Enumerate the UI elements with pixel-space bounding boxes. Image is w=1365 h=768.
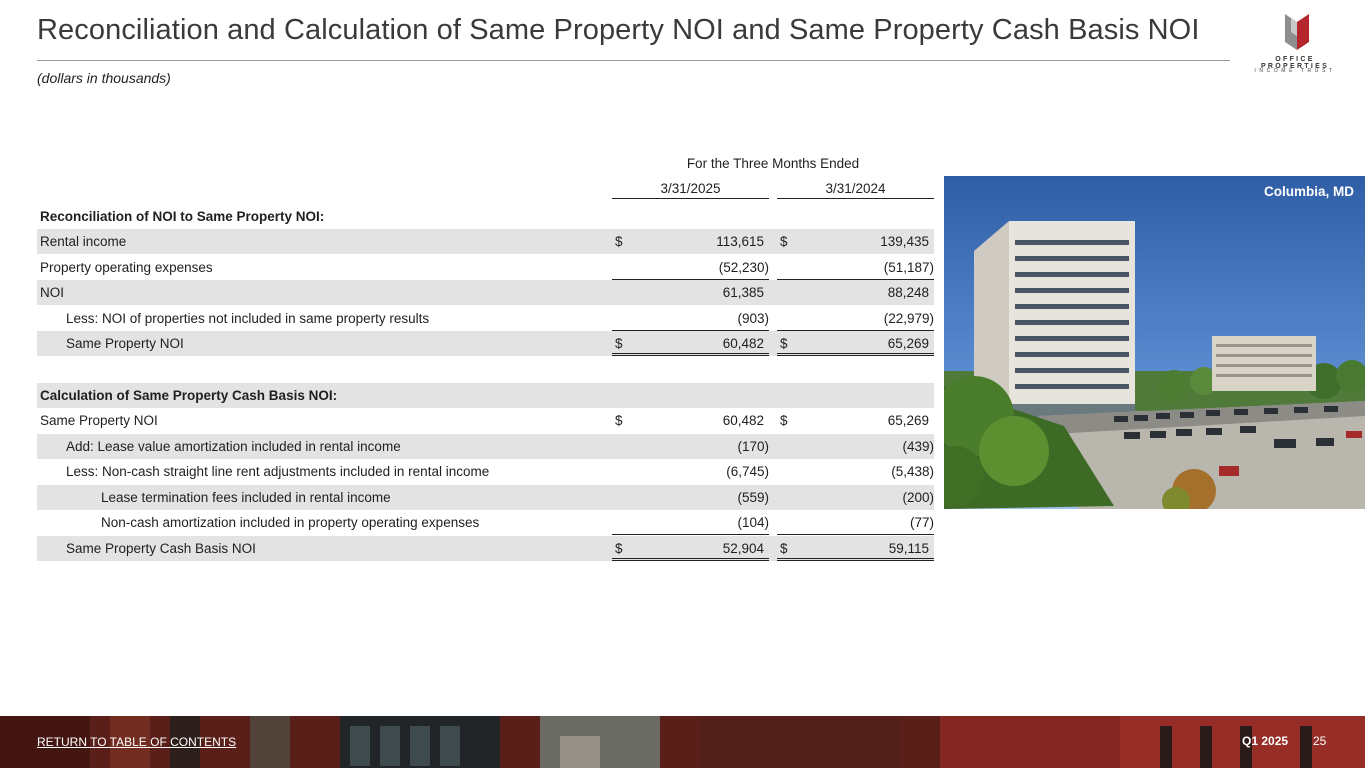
currency-sign: $ (780, 234, 788, 249)
currency-sign: $ (615, 336, 623, 351)
company-logo (1242, 14, 1352, 78)
row-label: Less: NOI of properties not included in same property results (66, 311, 430, 326)
property-photo (944, 176, 1365, 509)
table-row (37, 536, 934, 561)
column-header-2024: 3/31/2024 (777, 181, 934, 199)
table-row (37, 510, 934, 535)
page-title: Reconciliation and Calculation of Same Property NOI and Same Property Cash Basis NOI (37, 14, 1200, 46)
currency-sign: $ (615, 413, 623, 428)
value-2025: 60,482 (722, 413, 764, 428)
row-label: Reconciliation of NOI to Same Property NOI: (40, 209, 325, 224)
value-2024: (51,187) (883, 260, 934, 275)
value-2024: (22,979) (883, 311, 934, 326)
currency-sign: $ (615, 541, 623, 556)
currency-sign: $ (780, 541, 788, 556)
row-label: Calculation of Same Property Cash Basis NOI: (40, 388, 338, 403)
value-2024: (439) (902, 439, 934, 454)
table-row (37, 229, 934, 254)
value-2025: 113,615 (716, 234, 764, 249)
row-label: Same Property NOI (66, 336, 184, 351)
table-row (37, 434, 934, 459)
value-2025: (170) (737, 439, 769, 454)
value-2025: 61,385 (722, 285, 764, 300)
value-2024: (5,438) (891, 464, 934, 479)
value-2025: (6,745) (726, 464, 769, 479)
value-2025: (52,230) (718, 260, 769, 275)
row-label: Same Property Cash Basis NOI (66, 541, 256, 556)
logo-text-secondary: INCOME TRUST (1254, 68, 1336, 74)
value-2024: 65,269 (887, 336, 929, 351)
currency-sign: $ (780, 413, 788, 428)
logo-text-primary: OFFICE PROPERTIES (1260, 56, 1330, 70)
value-2024: 88,248 (887, 285, 929, 300)
table-row (37, 459, 934, 484)
table-row (37, 306, 934, 331)
section-header-row (37, 204, 934, 229)
table-row (37, 255, 934, 280)
photo-location-caption: Columbia, MD (1264, 184, 1354, 199)
value-2024: 59,115 (888, 541, 929, 556)
page-subtitle: (dollars in thousands) (37, 70, 171, 86)
row-label: Less: Non-cash straight line rent adjustments included in rental income (66, 464, 490, 479)
value-2024: 65,269 (887, 413, 929, 428)
value-2024: (77) (909, 515, 934, 530)
value-2025: (559) (737, 490, 769, 505)
section-header-row (37, 383, 934, 408)
row-label: Property operating expenses (40, 260, 213, 275)
title-divider (37, 60, 1230, 61)
currency-sign: $ (615, 234, 623, 249)
page-number: 25 (1313, 734, 1327, 748)
value-2025: (104) (737, 515, 769, 530)
row-label: Non-cash amortization included in property operating expenses (101, 515, 480, 530)
value-2024: 139,435 (880, 234, 929, 249)
report-quarter: Q1 2025 (1242, 734, 1289, 748)
row-label: NOI (40, 285, 65, 300)
currency-sign: $ (780, 336, 788, 351)
period-header: For the Three Months Ended (686, 156, 860, 171)
value-2025: (903) (737, 311, 769, 326)
table-row (37, 485, 934, 510)
table-row (37, 408, 934, 433)
value-2024: (200) (902, 490, 934, 505)
value-2025: 60,482 (722, 336, 764, 351)
table-row (37, 331, 934, 356)
office-building-image (944, 176, 1365, 509)
return-to-toc-link[interactable]: RETURN TO TABLE OF CONTENTS (37, 735, 237, 749)
row-label: Add: Lease value amortization included in rental income (66, 439, 401, 454)
row-label: Lease termination fees included in rental income (101, 490, 391, 505)
value-2025: 52,904 (722, 541, 764, 556)
row-label: Rental income (40, 234, 127, 249)
logo-mark-icon (1285, 14, 1309, 50)
table-row (37, 280, 934, 305)
column-header-2025: 3/31/2025 (612, 181, 769, 199)
row-label: Same Property NOI (40, 413, 158, 428)
